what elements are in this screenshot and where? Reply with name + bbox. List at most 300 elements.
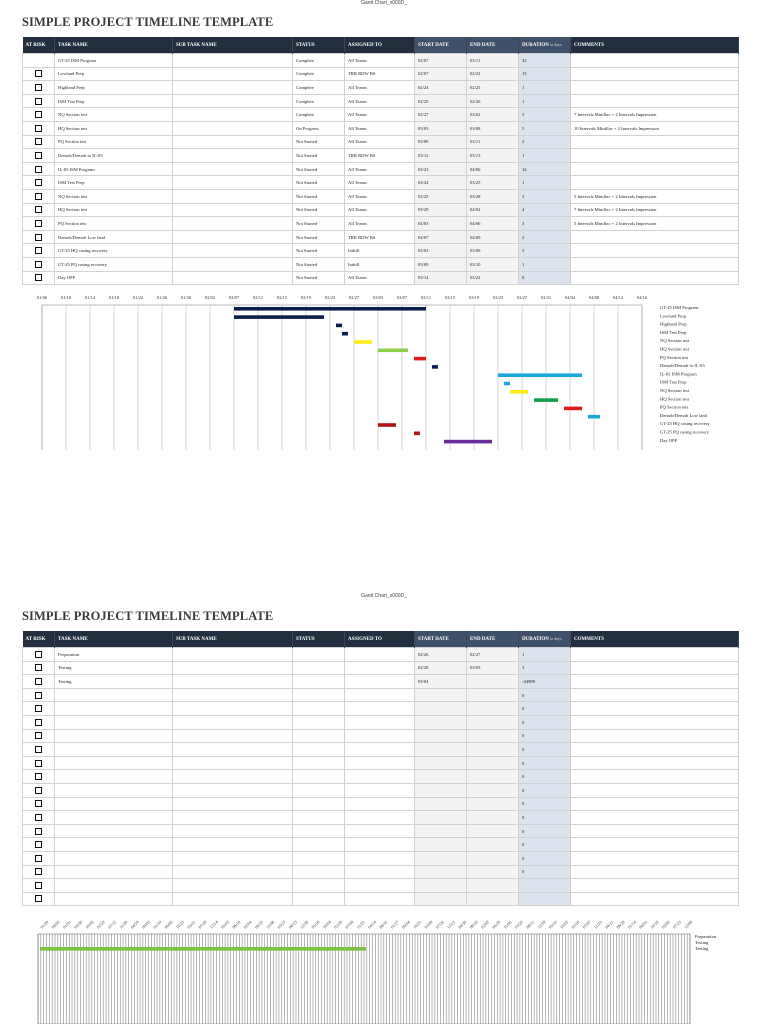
column-header-task-name: [55, 631, 173, 648]
cell-status: Not Started: [293, 230, 345, 244]
cell-assigned-to: [345, 648, 415, 662]
at-risk-checkbox[interactable]: [35, 179, 42, 186]
cell-comments: 7 Intervals Miniflac + 2 Intervals Impression: [571, 108, 739, 122]
cell-comments: [571, 743, 739, 757]
column-header-label: AT RISK: [25, 636, 46, 642]
cell-task-name: PQ Section test: [55, 135, 173, 149]
x-tick-label: 10/23: [174, 919, 186, 930]
cell-at-risk[interactable]: [23, 67, 55, 81]
category-label: IL-03 ISM Program: [660, 371, 697, 377]
cell-assigned-to: [345, 811, 415, 825]
cell-assigned-to: [345, 865, 415, 879]
column-header-label: ASSIGNED TO: [348, 636, 382, 642]
cell-end-date: 04/06: [467, 162, 519, 176]
cell-status: [293, 811, 345, 825]
at-risk-checkbox[interactable]: [35, 274, 42, 281]
x-tick-label: 01/30: [180, 295, 192, 300]
x-tick-label: 08/28: [615, 919, 626, 930]
cell-duration: 32: [519, 54, 571, 68]
cell-at-risk[interactable]: [23, 715, 55, 729]
cell-end-date: 03/25: [467, 176, 519, 190]
cell-comments: [571, 54, 739, 68]
cell-at-risk[interactable]: [23, 824, 55, 838]
cell-at-risk[interactable]: [23, 851, 55, 865]
cell-sub-task-name: [173, 217, 293, 231]
table-row: [23, 743, 739, 757]
cell-duration: 5: [519, 121, 571, 135]
cell-duration: 0: [519, 811, 571, 825]
x-tick-label: 01/10: [60, 295, 72, 300]
cell-start-date: 03/04: [415, 675, 467, 689]
cell-status: Not Started: [293, 135, 345, 149]
at-risk-checkbox[interactable]: [35, 193, 42, 200]
cell-sub-task-name: [173, 838, 293, 852]
column-header-task-name: [55, 37, 173, 54]
cell-start-date: [415, 838, 467, 852]
cell-assigned-to: All Teams: [345, 108, 415, 122]
at-risk-checkbox[interactable]: [35, 166, 42, 173]
column-header-start-date: [415, 37, 467, 54]
x-tick-label: 12/30: [299, 919, 310, 930]
column-header-label: DURATION: [522, 637, 549, 642]
x-tick-label: 06/01: [637, 919, 649, 930]
cell-comments: [571, 257, 739, 271]
cell-assigned-to: [345, 756, 415, 770]
cell-at-risk[interactable]: [23, 865, 55, 879]
cell-sub-task-name: [173, 176, 293, 190]
x-tick-label: 08/11: [524, 919, 536, 930]
x-tick-label: 02/03: [204, 295, 216, 300]
table-row: [23, 838, 739, 852]
cell-at-risk[interactable]: [23, 257, 55, 271]
at-risk-checkbox[interactable]: [35, 828, 42, 835]
cell-task-name: Testing: [55, 675, 173, 689]
cell-sub-task-name: [173, 271, 293, 285]
cell-at-risk[interactable]: [23, 783, 55, 797]
x-tick-label: 07/23: [671, 919, 683, 930]
table-row: [23, 54, 739, 68]
x-tick-label: 11/28: [118, 919, 129, 930]
x-tick-label: 02/22: [95, 919, 106, 930]
at-risk-checkbox[interactable]: [35, 787, 42, 794]
at-risk-checkbox[interactable]: [35, 206, 42, 213]
cell-duration: 0: [519, 824, 571, 838]
cell-task-name: Preparation: [55, 648, 173, 662]
cell-comments: 7 Intervals Miniflac + 2 Intervals Impression: [571, 203, 739, 217]
at-risk-checkbox[interactable]: [35, 732, 42, 739]
x-tick-label: 04/30: [457, 919, 468, 930]
at-risk-checkbox[interactable]: [35, 220, 42, 227]
category-label: GT-25 ISM Program: [660, 305, 699, 310]
cell-end-date: [467, 865, 519, 879]
cell-sub-task-name: [173, 811, 293, 825]
cell-start-date: 04/03: [415, 217, 467, 231]
cell-at-risk[interactable]: [23, 648, 55, 662]
gantt-bar: [444, 440, 492, 444]
table-row: [23, 797, 739, 811]
cell-comments: [571, 81, 739, 95]
cell-duration: 4: [519, 203, 571, 217]
cell-sub-task-name: [173, 230, 293, 244]
column-header-comments: [571, 37, 739, 54]
at-risk-checkbox[interactable]: [35, 841, 42, 848]
cell-comments: 10 Intervals Miniflac + 2 Intervals Impression: [571, 121, 739, 135]
cell-at-risk[interactable]: [23, 217, 55, 231]
table-row: [23, 271, 739, 285]
cell-end-date: 03/13: [467, 149, 519, 163]
gantt-bar: [432, 365, 438, 369]
cell-duration: 0: [519, 865, 571, 879]
cell-start-date: 02/07: [415, 67, 467, 81]
cell-assigned-to: TRR RDW RS: [345, 149, 415, 163]
cell-status: [293, 783, 345, 797]
column-header-at-risk: [23, 631, 55, 648]
cell-end-date: 03/06: [467, 244, 519, 258]
category-label: Lowland Prep: [660, 313, 686, 319]
at-risk-checkbox[interactable]: [35, 125, 42, 132]
at-risk-checkbox[interactable]: [35, 261, 42, 268]
cell-duration: 14: [519, 162, 571, 176]
cell-task-name: [55, 743, 173, 757]
x-tick-label: 09/05: [50, 919, 61, 930]
cell-at-risk[interactable]: [23, 81, 55, 95]
cell-duration: 8: [519, 271, 571, 285]
cell-at-risk[interactable]: [23, 770, 55, 784]
cell-comments: [571, 865, 739, 879]
cell-comments: [571, 648, 739, 662]
cell-end-date: 03/11: [467, 54, 519, 68]
cell-at-risk[interactable]: [23, 108, 55, 122]
cell-sub-task-name: [173, 702, 293, 716]
cell-start-date: 02/26: [415, 648, 467, 662]
table-row: [23, 217, 739, 231]
x-tick-label: 11/06: [502, 919, 513, 930]
at-risk-checkbox[interactable]: [35, 868, 42, 875]
cell-assigned-to: TRR RDW RS: [345, 67, 415, 81]
cell-task-name: NQ Section test: [55, 108, 173, 122]
cell-duration: 3: [519, 189, 571, 203]
cell-comments: [571, 770, 739, 784]
cell-end-date: 04/02: [467, 203, 519, 217]
at-risk-checkbox[interactable]: [35, 678, 42, 685]
cell-end-date: 04/06: [467, 217, 519, 231]
cell-assigned-to: [345, 715, 415, 729]
cell-at-risk[interactable]: [23, 743, 55, 757]
category-label: GT-25 PQ casing recovery: [660, 429, 709, 435]
x-tick-label: 03/19: [468, 295, 480, 300]
x-tick-label: 01/06: [36, 295, 48, 300]
cell-start-date: [415, 783, 467, 797]
cell-sub-task-name: [173, 121, 293, 135]
table-row: [23, 783, 739, 797]
cell-assigned-to: Indrill: [345, 257, 415, 271]
cell-end-date: 02/25: [467, 81, 519, 95]
cell-start-date: [415, 811, 467, 825]
cell-at-risk[interactable]: [23, 244, 55, 258]
cell-task-name: [55, 688, 173, 702]
table-row: [23, 648, 739, 662]
cell-status: [293, 770, 345, 784]
cell-duration: -44989: [519, 675, 571, 689]
cell-at-risk[interactable]: [23, 879, 55, 893]
cell-status: [293, 824, 345, 838]
column-header-label: TASK NAME: [58, 42, 88, 48]
gantt-bar: [342, 332, 348, 336]
cell-assigned-to: [345, 688, 415, 702]
cell-duration: 0: [519, 851, 571, 865]
cell-status: [293, 797, 345, 811]
cell-duration: 1: [519, 648, 571, 662]
cell-assigned-to: [345, 675, 415, 689]
at-risk-checkbox[interactable]: [35, 111, 42, 118]
cell-status: Complete: [293, 108, 345, 122]
cell-assigned-to: All Teams: [345, 121, 415, 135]
cell-task-name: NQ Section test: [55, 189, 173, 203]
cell-end-date: 03/02: [467, 108, 519, 122]
cell-at-risk[interactable]: [23, 203, 55, 217]
table-row: [23, 702, 739, 716]
cell-assigned-to: [345, 702, 415, 716]
cell-status: [293, 756, 345, 770]
table-row: [23, 67, 739, 81]
cell-at-risk[interactable]: [23, 838, 55, 852]
cell-assigned-to: [345, 783, 415, 797]
x-tick-label: 03/03: [372, 295, 384, 300]
cell-start-date: 03/14: [415, 271, 467, 285]
cell-at-risk[interactable]: [23, 811, 55, 825]
gantt-bar: [354, 340, 372, 344]
table-row: [23, 230, 739, 244]
cell-start-date: 03/09: [415, 257, 467, 271]
cell-duration: 0: [519, 715, 571, 729]
cell-status: [293, 865, 345, 879]
x-tick-label: 12/28: [536, 919, 547, 930]
cell-at-risk[interactable]: [23, 756, 55, 770]
cell-sub-task-name: [173, 770, 293, 784]
cell-task-name: [55, 892, 173, 906]
x-tick-label: 04/19: [129, 919, 140, 930]
cell-sub-task-name: [173, 257, 293, 271]
cell-at-risk[interactable]: [23, 189, 55, 203]
cell-task-name: [55, 797, 173, 811]
column-header-label: DURATION: [522, 43, 549, 48]
table-row: [23, 244, 739, 258]
x-tick-label: 05/16: [547, 919, 558, 930]
task-table: [22, 631, 739, 906]
at-risk-checkbox[interactable]: [35, 855, 42, 862]
cell-at-risk[interactable]: [23, 121, 55, 135]
cell-duration: [519, 892, 571, 906]
x-tick-label: 02/11: [252, 295, 264, 300]
at-risk-checkbox[interactable]: [35, 98, 42, 105]
cell-task-name: Testing: [55, 661, 173, 675]
cell-end-date: 02/27: [467, 648, 519, 662]
cell-sub-task-name: [173, 81, 293, 95]
at-risk-checkbox[interactable]: [35, 664, 42, 671]
cell-at-risk[interactable]: [23, 94, 55, 108]
at-risk-checkbox[interactable]: [35, 70, 42, 77]
cell-status: [293, 688, 345, 702]
x-tick-label: 06/04: [400, 919, 412, 930]
table-row: [23, 688, 739, 702]
cell-at-risk[interactable]: [23, 271, 55, 285]
x-tick-label: 02/18: [570, 919, 581, 930]
gantt-bar: [414, 432, 420, 436]
cell-status: [293, 715, 345, 729]
cell-task-name: Lowland Prep: [55, 67, 173, 81]
at-risk-checkbox[interactable]: [35, 882, 42, 889]
cell-task-name: Highland Prep: [55, 81, 173, 95]
page-header-tag: Gantt Chart_x000D_: [361, 593, 407, 599]
cell-status: [293, 838, 345, 852]
at-risk-checkbox[interactable]: [35, 773, 42, 780]
category-label: ISM Test Prep: [660, 379, 687, 385]
cell-task-name: [55, 756, 173, 770]
cell-end-date: 03/10: [467, 257, 519, 271]
table-row: [23, 729, 739, 743]
cell-status: Complete: [293, 94, 345, 108]
cell-end-date: [467, 743, 519, 757]
cell-at-risk[interactable]: [23, 162, 55, 176]
at-risk-checkbox[interactable]: [35, 692, 42, 699]
x-tick-label: 06/20: [491, 919, 502, 930]
x-tick-label: 02/27: [348, 295, 360, 300]
at-risk-checkbox[interactable]: [35, 84, 42, 91]
cell-end-date: [467, 892, 519, 906]
cell-at-risk[interactable]: [23, 675, 55, 689]
cell-end-date: [467, 838, 519, 852]
cell-comments: [571, 135, 739, 149]
cell-comments: [571, 824, 739, 838]
cell-at-risk[interactable]: [23, 702, 55, 716]
column-header-label: STATUS: [296, 636, 315, 642]
x-tick-label: 01/26: [156, 295, 168, 300]
cell-at-risk[interactable]: [23, 892, 55, 906]
at-risk-checkbox[interactable]: [35, 814, 42, 821]
cell-comments: [571, 729, 739, 743]
cell-at-risk[interactable]: [23, 729, 55, 743]
cell-sub-task-name: [173, 108, 293, 122]
gantt-bar: [378, 423, 396, 427]
cell-sub-task-name: [173, 54, 293, 68]
at-risk-checkbox[interactable]: [35, 152, 42, 159]
cell-at-risk[interactable]: [23, 661, 55, 675]
cell-task-name: HQ Section test: [55, 203, 173, 217]
x-tick-label: 03/07: [396, 295, 408, 300]
at-risk-checkbox[interactable]: [35, 895, 42, 902]
cell-at-risk[interactable]: [23, 54, 55, 68]
cell-assigned-to: [345, 770, 415, 784]
cell-sub-task-name: [173, 865, 293, 879]
cell-duration: 0: [519, 770, 571, 784]
cell-at-risk[interactable]: [23, 230, 55, 244]
x-tick-label: 04/14: [366, 919, 378, 930]
x-tick-label: 02/02: [479, 919, 491, 930]
table-row: [23, 892, 739, 906]
at-risk-checkbox[interactable]: [35, 138, 42, 145]
cell-start-date: 03/29: [415, 203, 467, 217]
cell-end-date: [467, 715, 519, 729]
cell-at-risk[interactable]: [23, 176, 55, 190]
category-label: Preparation: [695, 934, 717, 939]
cell-sub-task-name: [173, 661, 293, 675]
cell-status: Not Started: [293, 244, 345, 258]
cell-duration: [519, 879, 571, 893]
cell-status: Not Started: [293, 149, 345, 163]
cell-status: [293, 851, 345, 865]
at-risk-checkbox[interactable]: [35, 746, 42, 753]
cell-start-date: [415, 688, 467, 702]
category-label: NQ Section test: [660, 388, 690, 393]
x-tick-label: 10/21: [412, 919, 423, 930]
at-risk-checkbox[interactable]: [35, 719, 42, 726]
cell-task-name: Day OFF: [55, 271, 173, 285]
cell-sub-task-name: [173, 879, 293, 893]
cell-start-date: 03/23: [415, 162, 467, 176]
cell-end-date: 03/28: [467, 189, 519, 203]
cell-end-date: 02/22: [467, 67, 519, 81]
cell-at-risk[interactable]: [23, 135, 55, 149]
cell-comments: [571, 661, 739, 675]
cell-status: [293, 892, 345, 906]
cell-task-name: ISM Test Prep: [55, 176, 173, 190]
x-tick-label: 07/07: [581, 919, 592, 930]
at-risk-checkbox[interactable]: [35, 705, 42, 712]
x-tick-label: 01/01: [61, 919, 73, 930]
cell-duration: 0: [519, 797, 571, 811]
at-risk-checkbox[interactable]: [35, 760, 42, 767]
cell-at-risk[interactable]: [23, 797, 55, 811]
at-risk-checkbox[interactable]: [35, 800, 42, 807]
cell-task-name: [55, 811, 173, 825]
gantt-bar: [336, 324, 342, 328]
cell-task-name: [55, 729, 173, 743]
cell-task-name: [55, 783, 173, 797]
cell-task-name: Demob/Demob Low land: [55, 230, 173, 244]
at-risk-checkbox[interactable]: [35, 651, 42, 658]
x-tick-label: 04/16: [636, 295, 648, 300]
cell-sub-task-name: [173, 715, 293, 729]
cell-start-date: [415, 729, 467, 743]
at-risk-checkbox[interactable]: [35, 247, 42, 254]
cell-sub-task-name: [173, 797, 293, 811]
cell-start-date: 02/28: [415, 661, 467, 675]
duration-unit-label: in days: [550, 42, 562, 47]
cell-comments: [571, 94, 739, 108]
column-header-status: [293, 631, 345, 648]
cell-start-date: 04/07: [415, 230, 467, 244]
category-label: PQ Section test: [660, 354, 689, 360]
cell-comments: [571, 688, 739, 702]
cell-at-risk[interactable]: [23, 688, 55, 702]
x-tick-label: 07/12: [106, 919, 118, 930]
at-risk-checkbox[interactable]: [35, 234, 42, 241]
cell-status: [293, 743, 345, 757]
category-label: GT-25 HQ casing recovery: [660, 421, 710, 427]
cell-status: Not Started: [293, 162, 345, 176]
cell-at-risk[interactable]: [23, 149, 55, 163]
x-tick-label: 03/15: [444, 295, 456, 300]
column-header-assigned-to: [345, 37, 415, 54]
column-header-label: AT RISK: [25, 42, 46, 48]
cell-start-date: [415, 879, 467, 893]
cell-end-date: [467, 879, 519, 893]
cell-sub-task-name: [173, 756, 293, 770]
cell-assigned-to: [345, 797, 415, 811]
cell-end-date: [467, 756, 519, 770]
cell-comments: [571, 783, 739, 797]
cell-start-date: [415, 851, 467, 865]
